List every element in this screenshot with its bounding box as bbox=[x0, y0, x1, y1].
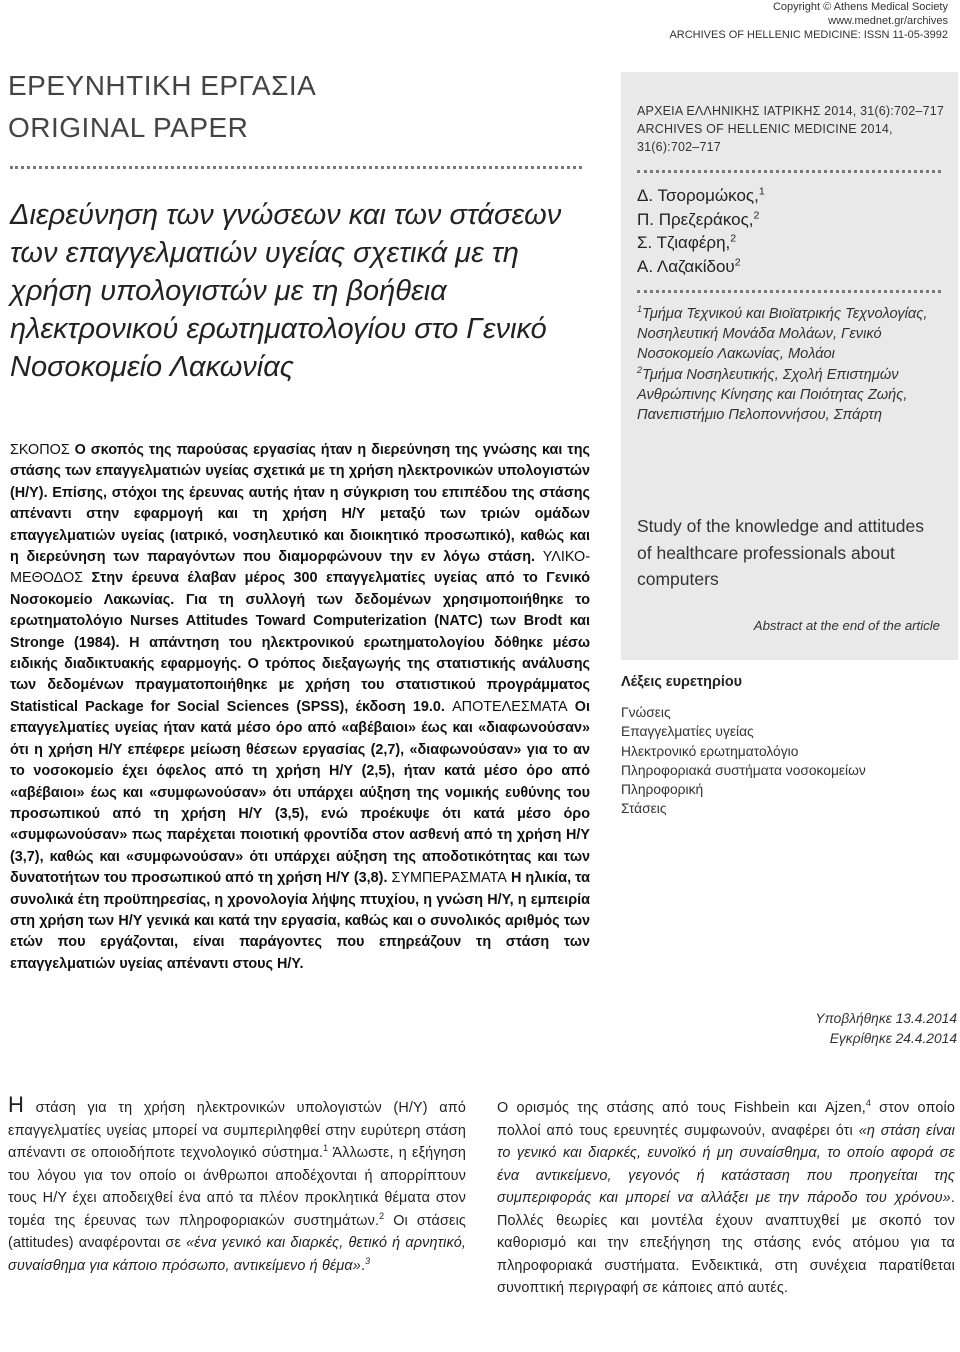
abstract-method: Στην έρευνα έλαβαν μέρος 300 επαγγελματίες υγείας από το Γενικό Νοσοκομείο Λακωνίας. Για τη συλλογή των δεδομένων χρησιμοποιήθηκε το ερωτηματολόγιο Nurses Attitudes Toward Computerization (NATC) των Brodt και Stronge (1984). Η απάντηση του ηλεκτρονικού ερωτηματολογίου δόθηκε μέσω ειδικής διαδικτυακής εφαρμογής. Ο τρόπος διεξαγωγής της στατιστικής ανάλυσης των δεδομένων πραγματοποιήθηκε με χρήση του στατιστικού προγράμματος Statistical Package for Social Sciences (SPSS), έκδοση 19.0. bbox=[10, 570, 590, 715]
affiliations bbox=[637, 304, 947, 425]
abstract-conclusions-heading: ΣΥΜΠΕΡΑΣΜΑΤΑ bbox=[391, 870, 507, 887]
section-label-greek: ΕΡΕΥΝΗΤΙΚΗ ΕΡΓΑΣΙΑ bbox=[8, 70, 317, 101]
english-abstract-note: Abstract at the end of the article bbox=[753, 618, 940, 633]
article-info-sidebar bbox=[621, 72, 958, 512]
citation-ref: 2 bbox=[379, 1210, 385, 1221]
journal-reference bbox=[637, 102, 958, 156]
keyword-item: Πληροφοριακά συστήματα νοσοκομείων bbox=[621, 762, 866, 778]
body-column-left bbox=[8, 1092, 466, 1277]
copyright-block bbox=[669, 0, 948, 42]
affiliation: $^1$Τμήμα Τεχνικού και Βιοϊατρικής Τεχνολογίας, Νοσηλευτική Μονάδα Μολάων, Γενικό Νοσοκομείο Λακωνίας, Μολάοι bbox=[637, 304, 928, 363]
citation-ref: 3 bbox=[365, 1255, 371, 1266]
greek-abstract bbox=[10, 440, 590, 975]
author: Δ. Τσορομώκος,$^1$ bbox=[637, 185, 765, 205]
author: Α. Λαζακίδου$^2$ bbox=[637, 255, 741, 276]
body-text: Άλλωστε, η εξήγηση του λόγου για τον οποίο οι άνθρωποι αποδέχονται ή απορρίπτουν τους Η/Υ έχει αποδειχθεί ένα από τα πλέον προκλητικά θέματα στον τομέα της έρευνας των πληροφοριακών συστημάτων. bbox=[8, 1145, 466, 1229]
body-text: Οι στάσεις (attitudes) αναφέρονται σε bbox=[8, 1212, 466, 1251]
quoted-definition: «η στάση είναι το γενικό και διαρκές, ευνοϊκό ή μη συναίσθημα, το οποίο αφορά σε ένα αντικείμενο, γεγονός ή κατάσταση που προηγείται της συμπεριφοράς και μπορεί να αλλάξει με την πάροδο του χρόνου» bbox=[497, 1122, 955, 1206]
section-label-english: ORIGINAL PAPER bbox=[8, 112, 249, 143]
body-text: στον οποίο πολλοί από τους ερευνητές συμφωνούν, αναφέρει ότι bbox=[497, 1100, 956, 1139]
journal-issn: ARCHIVES OF HELLENIC MEDICINE: ISSN 11-05-3992 bbox=[669, 29, 948, 41]
english-title-box bbox=[621, 500, 958, 660]
keyword-item: Γνώσεις bbox=[621, 705, 671, 720]
abstract-aim: Ο σκοπός της παρούσας εργασίας ήταν η διερεύνηση της γνώσης και της στάσης των επαγγελματιών υγείας σχετικά με τη χρήση ηλεκτρονικών υπολογιστών (Η/Υ). Επίσης, στόχοι της έρευνας αυτής ήταν η σύγκριση του επιπέδου της στάσης απέναντι στην εφαρμογή και τη χρήση Η/Υ μεταξύ των τριών ομάδων επαγγελματιών υγείας (ιατρικό, νοσηλευτικό και διοικητικό προσωπικό), καθώς και η διερεύνηση των παραγόντων που διαμορφώνουν την εν λόγω στάση. bbox=[10, 442, 590, 566]
affiliation: $^2$Τμήμα Νοσηλευτικής, Σχολή Επιστημών Ανθρώπινης Κίνησης και Ποιότητας Ζωής, Πανεπιστήμιο Πελοποννήσου, Σπάρτη bbox=[637, 364, 908, 424]
abstract-method-heading: ΥΛΙΚΟ-ΜΕΘΟΔΟΣ bbox=[10, 549, 590, 587]
body-text: Ο ορισμός της στάσης από τους Fishbein και Ajzen, bbox=[497, 1100, 866, 1116]
keyword-item: Επαγγελματίες υγείας bbox=[621, 724, 754, 740]
body-column-right bbox=[497, 1097, 955, 1300]
sidebar-divider-bottom bbox=[637, 290, 941, 293]
body-text: . Πολλές θεωρίες και μοντέλα έχουν αναπτυχθεί με σκοπό τον καθορισμό και την επεξήγηση της στάσης ενός ατόμου για τα πληροφοριακά συστήματα. Ενδεικτικά, στη συνέχεια παρατίθεται συνοπτική περιγραφή σε κάποιες από αυτές. bbox=[497, 1190, 955, 1296]
author-list bbox=[637, 184, 765, 278]
body-text: στάση για τη χρήση ηλεκτρονικών υπολογιστών (Η/Υ) από επαγγελματίες υγείας μπορεί να συμπεριληφθεί στην ευρύτερη στάση απέναντι σε οποιοδήποτε τεχνολογικό σύστημα. bbox=[8, 1100, 466, 1161]
citation-ref: 1 bbox=[323, 1143, 329, 1154]
drop-cap: Η bbox=[8, 1092, 25, 1117]
abstract-aim-heading: ΣΚΟΠΟΣ bbox=[10, 442, 70, 458]
keywords-heading: Λέξεις ευρετηρίου bbox=[621, 674, 743, 690]
submission-dates bbox=[815, 1009, 957, 1049]
english-title: Study of the knowledge and attitudes of healthcare professionals about computers bbox=[637, 516, 925, 589]
keyword-item: Πληροφορική bbox=[621, 782, 704, 798]
quoted-definition: «ένα γενικό και διαρκές, θετικό ή αρνητικό, συναίσθημα για κάποιο πρόσωπο, αντικείμενο ή θέμα» bbox=[8, 1235, 466, 1274]
sidebar-divider-top bbox=[637, 170, 941, 173]
article-title: Διερεύνηση των γνώσεων και των στάσεων των επαγγελματιών υγείας σχετικά με τη χρήση υπολογιστών με τη βοήθεια ηλεκτρονικού ερωτηματολογίου στο Γενικό Νοσοκομείο Λακωνίας bbox=[10, 199, 562, 383]
abstract-results-heading: ΑΠΟΤΕΛΕΣΜΑΤΑ bbox=[452, 698, 568, 715]
author: Σ. Τζιαφέρη,$^2$ bbox=[637, 232, 737, 252]
journal-reference-english: ARCHIVES OF HELLENIC MEDICINE 2014, 31(6):702–717 bbox=[637, 122, 893, 154]
title-divider bbox=[10, 166, 582, 169]
abstract-results: Οι επαγγελματίες υγείας ήταν κατά μέσο όρο από «αβέβαιοι» έως και «διαφωνούσαν» ότι η χρήση Η/Υ επέφερε μείωση θέσεων εργασίας (2,7), «διαφωνούσαν» για το αν το νοσοκομείο έχει όφελος από τη χρήση Η/Υ (2,5), ήταν κατά μέσο όρο από «αβέβαιοι» έως και «συμφωνούσαν» ότι υπάρχει αύξηση της νομικής ευθύνης του προσωπικού από τη χρήση Η/Υ (3,5), ενώ προέκυψε ότι κατά μέσο όρο «συμφωνούσαν» πως παρέχεται ποιοτική φροντίδα στον ασθενή από τη χρήση Η/Υ (3,7), καθώς και «συμφωνούσαν» ότι υπάρχει αύξηση της αποδοτικότητας και των δυνατοτήτων του προσωπικού από τη χρήση Η/Υ (3,8). bbox=[10, 698, 590, 887]
journal-reference-greek: ΑΡΧΕΙΑ ΕΛΛΗΝΙΚΗΣ ΙΑΤΡΙΚΗΣ 2014, 31(6):702–717 bbox=[637, 104, 945, 118]
keyword-item: Στάσεις bbox=[621, 801, 667, 817]
author: Π. Πρεζεράκος,$^2$ bbox=[637, 208, 760, 229]
keywords-list bbox=[621, 703, 866, 819]
citation-ref: 4 bbox=[865, 1098, 871, 1109]
keyword-item: Ηλεκτρονικό ερωτηματολόγιο bbox=[621, 743, 799, 759]
body-text: . bbox=[360, 1257, 366, 1274]
abstract-conclusions: Η ηλικία, τα συνολικά έτη προϋπηρεσίας, η χρονολογία λήψης πτυχίου, η γνώση Η/Υ, η εμπειρία στη χρήση των Η/Υ γενικά και κατά την εργασία, καθώς και ο συνολικός αριθμός των ετών που εργάζονται, είναι παράγοντες που επηρεάζουν τη στάση των επαγγελματιών υγείας απέναντι στους Η/Υ. bbox=[10, 870, 590, 972]
journal-url[interactable]: www.mednet.gr/archives bbox=[828, 15, 948, 27]
copyright-text: Copyright © Athens Medical Society bbox=[772, 1, 948, 13]
submitted-date: Υποβλήθηκε 13.4.2014 bbox=[815, 1011, 957, 1026]
accepted-date: Εγκρίθηκε 24.4.2014 bbox=[829, 1031, 957, 1046]
